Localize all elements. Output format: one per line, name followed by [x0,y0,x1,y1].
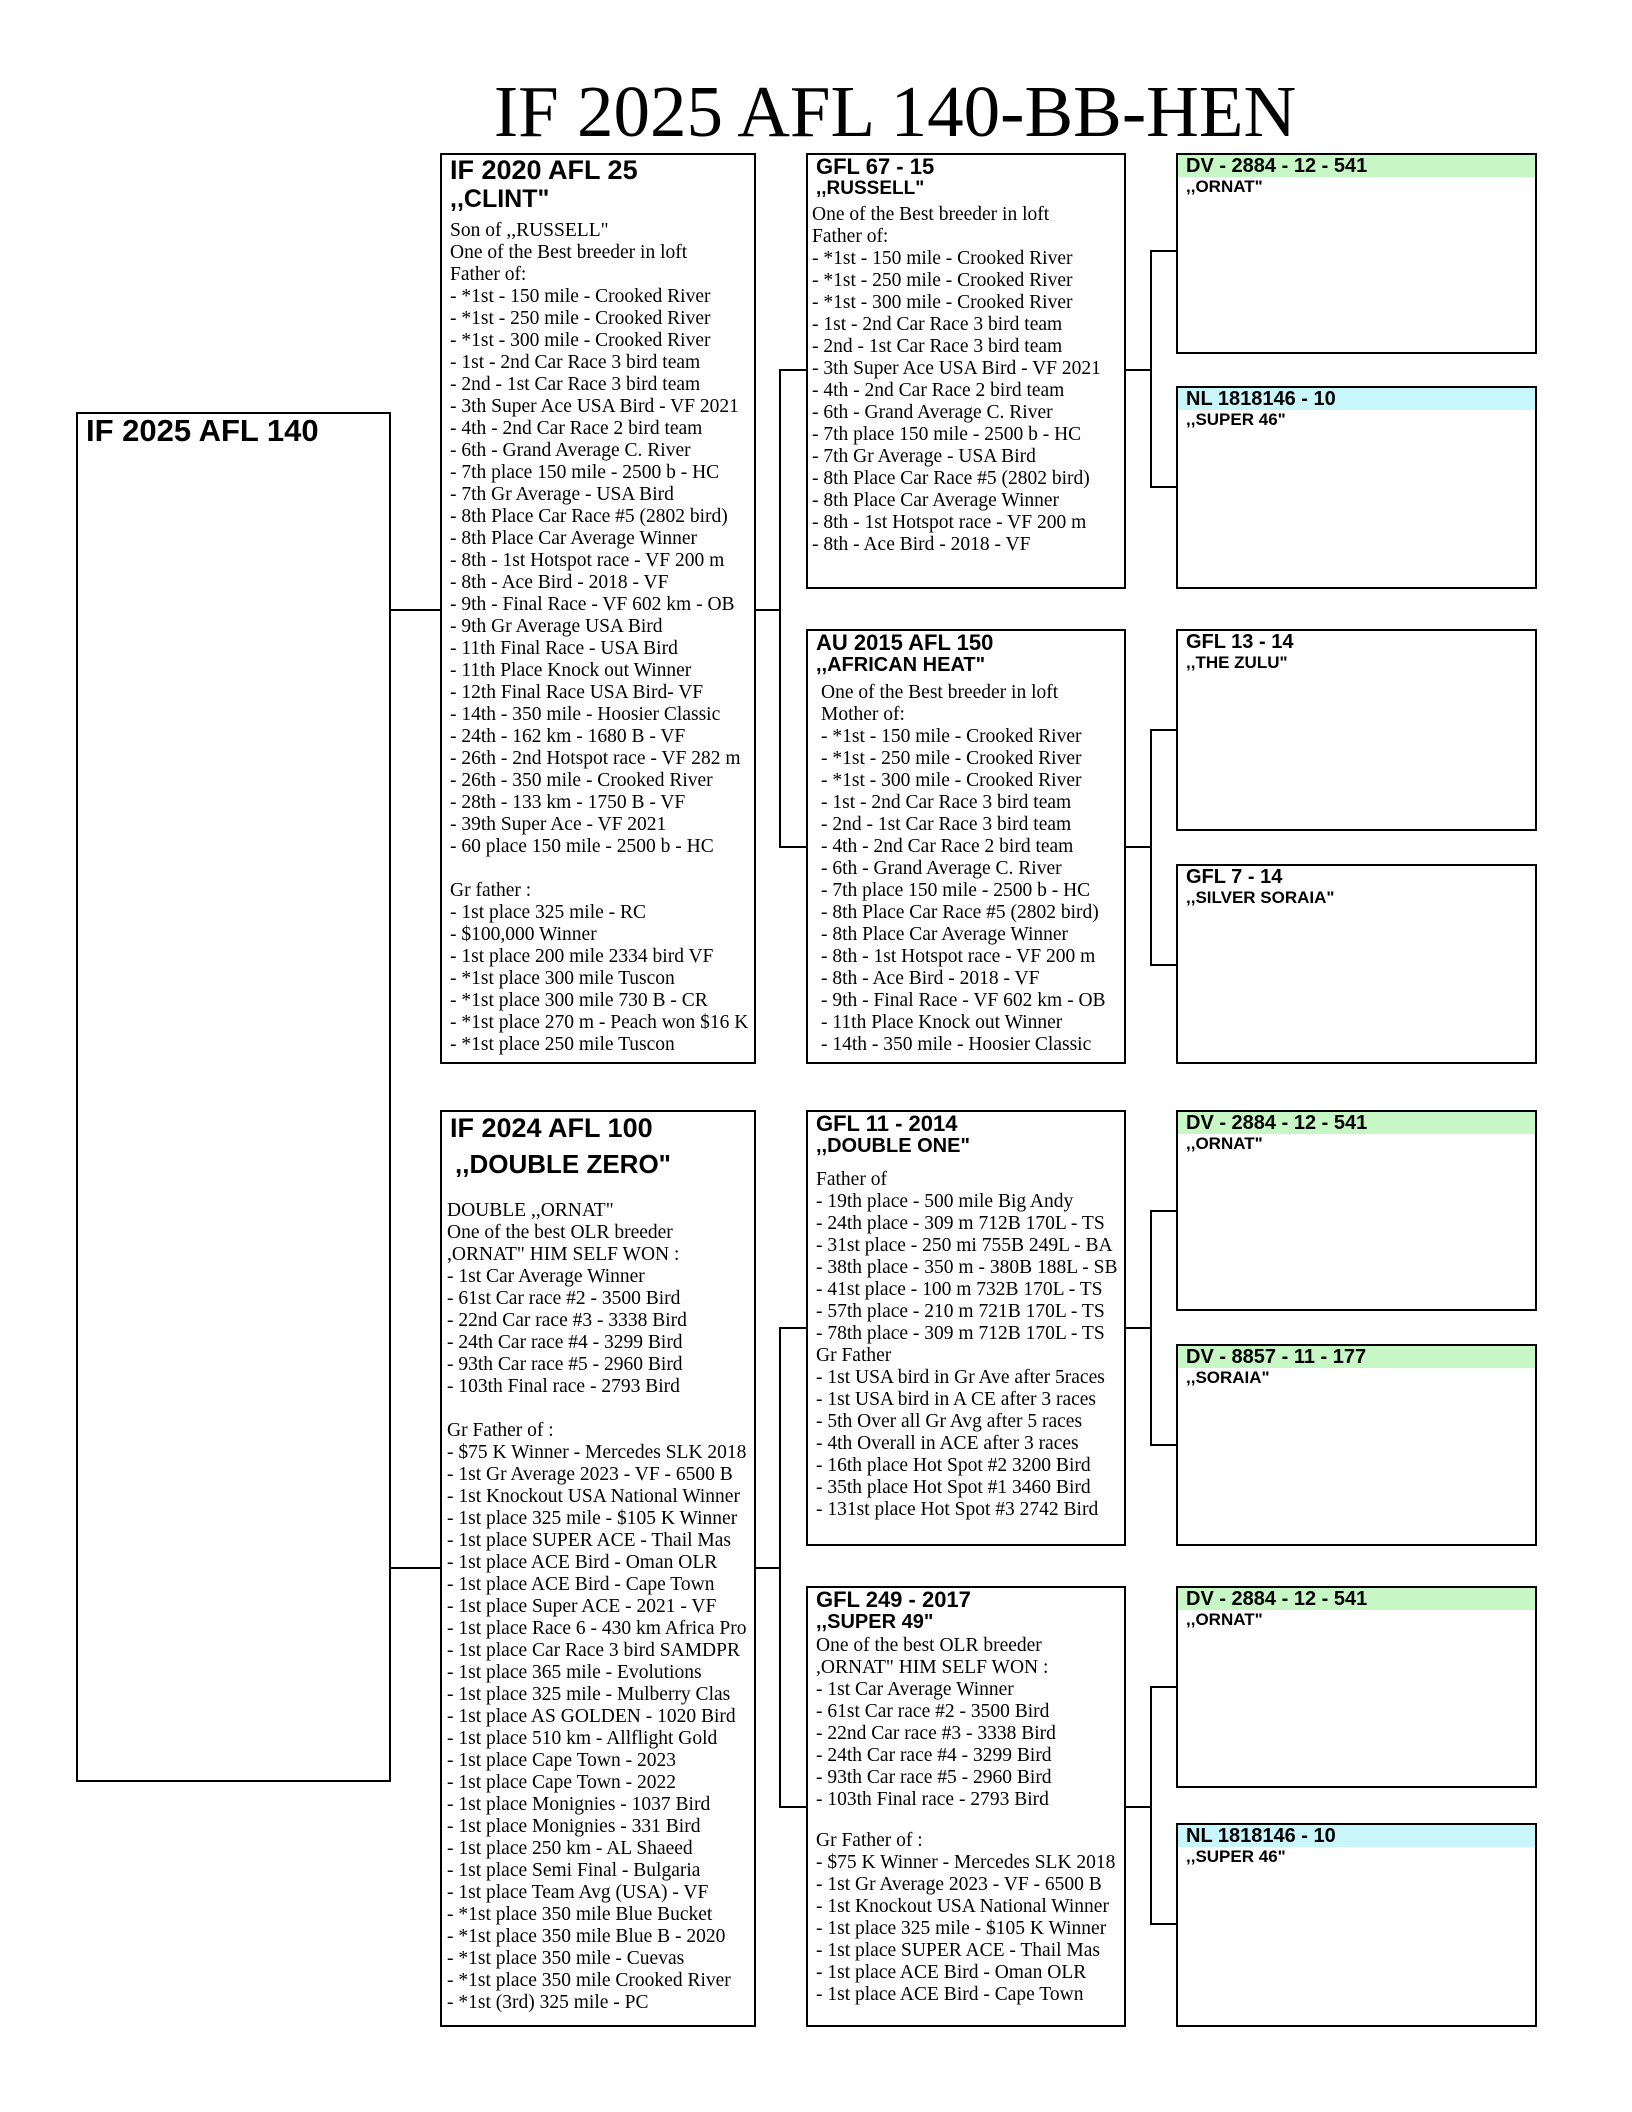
gen4-ring: DV - 2884 - 12 - 541 [1178,1112,1535,1134]
text-line: - 24th Car race #4 - 3299 Bird [816,1745,1052,1766]
dam-name: ,,DOUBLE ZERO" [455,1149,671,1179]
text-line: - 2nd - 1st Car Race 3 bird team [821,814,1072,835]
text-line: - 93th Car race #5 - 2960 Bird [447,1354,683,1375]
text-line: - *1st - 300 mile - Crooked River [812,292,1073,313]
sire-achievements [442,213,754,1056]
text-line: DOUBLE ,,ORNAT" [447,1200,614,1221]
text-line: - *1st - 150 mile - Crooked River [821,726,1082,747]
text-line: - 1st place 250 km - AL Shaeed [447,1838,693,1859]
text-line: - 1st place ACE Bird - Oman OLR [447,1552,718,1573]
text-line: - 19th place - 500 mile Big Andy [816,1191,1074,1212]
text-line: - *1st place 270 m - Peach won $16 K [450,1012,749,1033]
text-line: - 9th Gr Average USA Bird [450,616,663,637]
text-line: - 1st USA bird in A CE after 3 races [816,1389,1096,1410]
text-line: - *1st place 350 mile - Cuevas [447,1948,685,1969]
text-line: - *1st place 300 mile 730 B - CR [450,990,708,1011]
text-line: - 103th Final race - 2793 Bird [816,1789,1049,1810]
text-line: - $75 K Winner - Mercedes SLK 2018 [816,1852,1116,1873]
connector-line [1150,964,1176,966]
text-line: - *1st place 350 mile Blue B - 2020 [447,1926,726,1947]
text-line: - 8th Place Car Race #5 (2802 bird) [450,506,728,527]
connector-line [779,846,806,848]
text-line: ,ORNAT" HIM SELF WON : [816,1657,1049,1678]
gen4-name: ,,ORNAT" [1186,1134,1263,1153]
connector-line [756,1567,781,1569]
text-line: - 1st Gr Average 2023 - VF - 6500 B [447,1464,733,1485]
text-line: - 1st Knockout USA National Winner [816,1896,1109,1917]
dam-sire-ring: GFL 11 - 2014 [816,1111,958,1136]
text-line: Mother of: [821,704,905,725]
text-line: - *1st - 150 mile - Crooked River [450,286,711,307]
text-line: - 22nd Car race #3 - 3338 Bird [447,1310,687,1331]
text-line: Gr father : [450,880,532,901]
text-line: - 57th place - 210 m 721B 170L - TS [816,1301,1105,1322]
dam-sire-name: ,,DOUBLE ONE" [816,1135,970,1157]
text-line: - 1st - 2nd Car Race 3 bird team [821,792,1072,813]
text-line: - 35th place Hot Spot #1 3460 Bird [816,1477,1091,1498]
gen4-box [1176,1823,1537,2027]
text-line: - 131st place Hot Spot #3 2742 Bird [816,1499,1099,1520]
text-line: - 28th - 133 km - 1750 B - VF [450,792,686,813]
text-line: - 16th place Hot Spot #2 3200 Bird [816,1455,1091,1476]
text-line: - 3th Super Ace USA Bird - VF 2021 [812,358,1101,379]
gen4-ring: DV - 8857 - 11 - 177 [1178,1346,1535,1368]
text-line: - 1st place Team Avg (USA) - VF [447,1882,709,1903]
text-line: - 103th Final race - 2793 Bird [447,1376,680,1397]
subject-ring: IF 2025 AFL 140 [86,413,319,448]
text-line: - 61st Car race #2 - 3500 Bird [447,1288,681,1309]
text-line: - *1st - 250 mile - Crooked River [812,270,1073,291]
connector-line [1150,1923,1176,1925]
text-line: - 1st place SUPER ACE - Thail Mas [816,1940,1100,1961]
text-line: - 6th - Grand Average C. River [812,402,1053,423]
text-line: - 1st Knockout USA National Winner [447,1486,740,1507]
text-line: - 6th - Grand Average C. River [450,440,691,461]
dam-dam-name: ,,SUPER 49" [816,1611,934,1633]
sire-sire-ring: GFL 67 - 15 [816,154,935,179]
connector-line [1150,250,1176,252]
text-line: Gr Father of : [816,1830,923,1851]
connector-line [1126,846,1152,848]
text-line: - 1st place 200 mile 2334 bird VF [450,946,714,967]
sire-dam-box [806,629,1126,1064]
text-line: - 12th Final Race USA Bird- VF [450,682,704,703]
gen4-ring: DV - 2884 - 12 - 541 [1178,155,1535,177]
connector-line [1150,1444,1176,1446]
text-line: - 24th - 162 km - 1680 B - VF [450,726,686,747]
connector-line [1150,1686,1152,1925]
text-line: - 22nd Car race #3 - 3338 Bird [816,1723,1056,1744]
text-line: - 11th Place Knock out Winner [821,1012,1063,1033]
text-line: Gr Father [816,1345,892,1366]
text-line: - 8th Place Car Race #5 (2802 bird) [821,902,1099,923]
gen4-ring: DV - 2884 - 12 - 541 [1178,1588,1535,1610]
dam-box [440,1110,756,2027]
text-line: - 8th - Ace Bird - 2018 - VF [821,968,1040,989]
dam-dam-achievements [808,1633,1124,2006]
text-line: - 31st place - 250 mi 755B 249L - BA [816,1235,1113,1256]
text-line: - 1st Car Average Winner [816,1679,1014,1700]
gen4-box [1176,629,1537,831]
gen4-box [1176,1344,1537,1546]
text-line: - 2nd - 1st Car Race 3 bird team [812,336,1063,357]
connector-line [1150,729,1152,966]
dam-ring: IF 2024 AFL 100 [450,1113,653,1143]
text-line: - 1st place Cape Town - 2022 [447,1772,676,1793]
text-line: - 14th - 350 mile - Hoosier Classic [821,1034,1092,1055]
text-line: - 8th - 1st Hotspot race - VF 200 m [450,550,725,571]
text-line: - 1st place AS GOLDEN - 1020 Bird [447,1706,736,1727]
text-line: - *1st place 300 mile Tuscon [450,968,675,989]
text-line: - 7th place 150 mile - 2500 b - HC [812,424,1082,445]
connector-line [1150,1210,1176,1212]
dam-dam-ring: GFL 249 - 2017 [816,1587,971,1612]
text-line: - 61st Car race #2 - 3500 Bird [816,1701,1050,1722]
text-line: - 11th Place Knock out Winner [450,660,692,681]
text-line: - 1st place 325 mile - RC [450,902,647,923]
sire-sire-name: ,,RUSSELL" [816,178,925,199]
gen4-name: ,,SUPER 46" [1186,410,1286,429]
text-line: - 1st place 325 mile - $105 K Winner [447,1508,738,1529]
text-line: - $75 K Winner - Mercedes SLK 2018 [447,1442,747,1463]
text-line: - 1st place Race 6 - 430 km Africa Pro [447,1618,747,1639]
sire-dam-ring: AU 2015 AFL 150 [816,630,994,655]
sire-sire-box [806,153,1126,589]
text-line: - *1st - 250 mile - Crooked River [821,748,1082,769]
text-line: - 8th Place Car Average Winner [821,924,1069,945]
text-line: - 1st place Monignies - 1037 Bird [447,1794,711,1815]
connector-line [1126,369,1152,371]
text-line: - $100,000 Winner [450,924,597,945]
gen4-box [1176,1586,1537,1788]
connector-line [779,369,781,848]
dam-achievements [442,1180,754,2014]
connector-line [779,1327,806,1329]
gen4-box [1176,1110,1537,1311]
connector-line [1150,729,1176,731]
text-line: One of the Best breeder in loft [821,682,1059,703]
sire-sire-achievements [808,199,1124,556]
connector-line [1126,1327,1152,1329]
connector-line [1150,250,1152,488]
text-line: One of the Best breeder in loft [812,204,1050,225]
text-line: - 1st place 325 mile - Mulberry Clas [447,1684,731,1705]
text-line: - 8th - Ace Bird - 2018 - VF [812,534,1031,555]
gen4-ring: GFL 13 - 14 [1186,631,1294,653]
gen4-box [1176,153,1537,354]
text-line: - 38th place - 350 m - 380B 188L - SB [816,1257,1118,1278]
text-line: - 3th Super Ace USA Bird - VF 2021 [450,396,739,417]
text-line: - 1st place 325 mile - $105 K Winner [816,1918,1107,1939]
dam-sire-achievements [808,1157,1124,1521]
text-line: - 2nd - 1st Car Race 3 bird team [450,374,701,395]
gen4-ring: GFL 7 - 14 [1186,866,1283,888]
text-line: - 4th - 2nd Car Race 2 bird team [812,380,1065,401]
text-line: - 60 place 150 mile - 2500 b - HC [450,836,714,857]
connector-line [779,369,806,371]
text-line: - 8th Place Car Race #5 (2802 bird) [812,468,1090,489]
text-line: Father of [816,1169,887,1190]
text-line: - 14th - 350 mile - Hoosier Classic [450,704,721,725]
dam-sire-box [806,1110,1126,1546]
text-line: - *1st - 150 mile - Crooked River [812,248,1073,269]
text-line: - 26th - 350 mile - Crooked River [450,770,713,791]
gen4-name: ,,SILVER SORAIA" [1186,888,1335,907]
text-line: - 8th Place Car Average Winner [812,490,1060,511]
text-line: - 1st place ACE Bird - Cape Town [447,1574,715,1595]
text-line: - *1st place 350 mile Blue Bucket [447,1904,713,1925]
text-line: - 4th Overall in ACE after 3 races [816,1433,1079,1454]
text-line: - 8th - Ace Bird - 2018 - VF [450,572,669,593]
connector-line [1150,1210,1152,1446]
text-line: - 1st place Semi Final - Bulgaria [447,1860,701,1881]
text-line: - 1st place ACE Bird - Cape Town [816,1984,1084,2005]
text-line: - 41st place - 100 m 732B 170L - TS [816,1279,1103,1300]
text-line: - 7th Gr Average - USA Bird [450,484,674,505]
page-title: IF 2025 AFL 140-BB-HEN [493,71,1297,152]
sire-box [440,153,756,1064]
gen4-name: ,,ORNAT" [1186,177,1263,196]
connector-line [391,609,440,611]
connector-line [1150,1686,1176,1688]
text-line: - 6th - Grand Average C. River [821,858,1062,879]
text-line: - 4th - 2nd Car Race 2 bird team [821,836,1074,857]
text-line: - 8th - 1st Hotspot race - VF 200 m [812,512,1087,533]
connector-line [1126,1806,1152,1808]
gen4-name: ,,SUPER 46" [1186,1847,1286,1866]
gen4-ring: NL 1818146 - 10 [1178,388,1535,410]
gen4-name: ,,ORNAT" [1186,1610,1263,1629]
text-line: - 1st place Cape Town - 2023 [447,1750,676,1771]
text-line: - 7th place 150 mile - 2500 b - HC [450,462,720,483]
text-line: - *1st - 300 mile - Crooked River [450,330,711,351]
text-line: - 5th Over all Gr Avg after 5 races [816,1411,1083,1432]
subject-box [76,412,391,1782]
text-line: - 1st place Super ACE - 2021 - VF [447,1596,717,1617]
text-line: - 9th - Final Race - VF 602 km - OB [450,594,735,615]
text-line: Father of: [812,226,889,247]
text-line: - 11th Final Race - USA Bird [450,638,678,659]
text-line: - 7th Gr Average - USA Bird [812,446,1036,467]
sire-dam-achievements [808,676,1124,1056]
text-line: One of the best OLR breeder [447,1222,673,1243]
gen4-box [1176,864,1537,1064]
text-line: One of the best OLR breeder [816,1635,1042,1656]
gen4-name: ,,THE ZULU" [1186,653,1288,672]
gen4-box [1176,386,1537,589]
text-line: - *1st (3rd) 325 mile - PC [447,1992,649,2013]
text-line: - *1st - 250 mile - Crooked River [450,308,711,329]
dam-dam-box [806,1586,1126,2027]
text-line: - 1st place Monignies - 331 Bird [447,1816,701,1837]
text-line: Son of ,,RUSSELL" [450,220,609,241]
connector-line [1150,486,1176,488]
text-line: - 24th place - 309 m 712B 170L - TS [816,1213,1105,1234]
text-line: - 24th Car race #4 - 3299 Bird [447,1332,683,1353]
text-line: Gr Father of : [447,1420,554,1441]
text-line: - 1st place Car Race 3 bird SAMDPR [447,1640,740,1661]
text-line: - 26th - 2nd Hotspot race - VF 282 m [450,748,741,769]
text-line: - 1st place ACE Bird - Oman OLR [816,1962,1087,1983]
text-line: ,ORNAT" HIM SELF WON : [447,1244,680,1265]
gen4-name: ,,SORAIA" [1186,1368,1270,1387]
connector-line [779,1327,781,1808]
connector-line [779,1806,806,1808]
text-line: - 39th Super Ace - VF 2021 [450,814,667,835]
sire-dam-name: ,,AFRICAN HEAT" [816,654,986,676]
text-line: - 78th place - 309 m 712B 170L - TS [816,1323,1105,1344]
text-line: - 8th Place Car Average Winner [450,528,698,549]
text-line: One of the Best breeder in loft [450,242,688,263]
text-line: - 93th Car race #5 - 2960 Bird [816,1767,1052,1788]
text-line: - 1st Gr Average 2023 - VF - 6500 B [816,1874,1102,1895]
text-line: - 1st place 510 km - Allflight Gold [447,1728,718,1749]
text-line: - *1st - 300 mile - Crooked River [821,770,1082,791]
gen4-ring: NL 1818146 - 10 [1178,1825,1535,1847]
text-line: - 1st - 2nd Car Race 3 bird team [812,314,1063,335]
connector-line [756,609,781,611]
text-line: - 9th - Final Race - VF 602 km - OB [821,990,1106,1011]
connector-line [391,1567,440,1569]
text-line: - 8th - 1st Hotspot race - VF 200 m [821,946,1096,967]
sire-ring: IF 2020 AFL 25 [450,155,638,185]
text-line: - 1st place SUPER ACE - Thail Mas [447,1530,731,1551]
text-line: Father of: [450,264,527,285]
text-line: - 1st Car Average Winner [447,1266,645,1287]
text-line: - 4th - 2nd Car Race 2 bird team [450,418,703,439]
text-line: - 1st place 365 mile - Evolutions [447,1662,702,1683]
sire-name: ,,CLINT" [450,185,550,213]
text-line: - 7th place 150 mile - 2500 b - HC [821,880,1091,901]
text-line: - *1st place 350 mile Crooked River [447,1970,731,1991]
text-line: - 1st USA bird in Gr Ave after 5races [816,1367,1105,1388]
text-line: - 1st - 2nd Car Race 3 bird team [450,352,701,373]
text-line: - *1st place 250 mile Tuscon [450,1034,675,1055]
